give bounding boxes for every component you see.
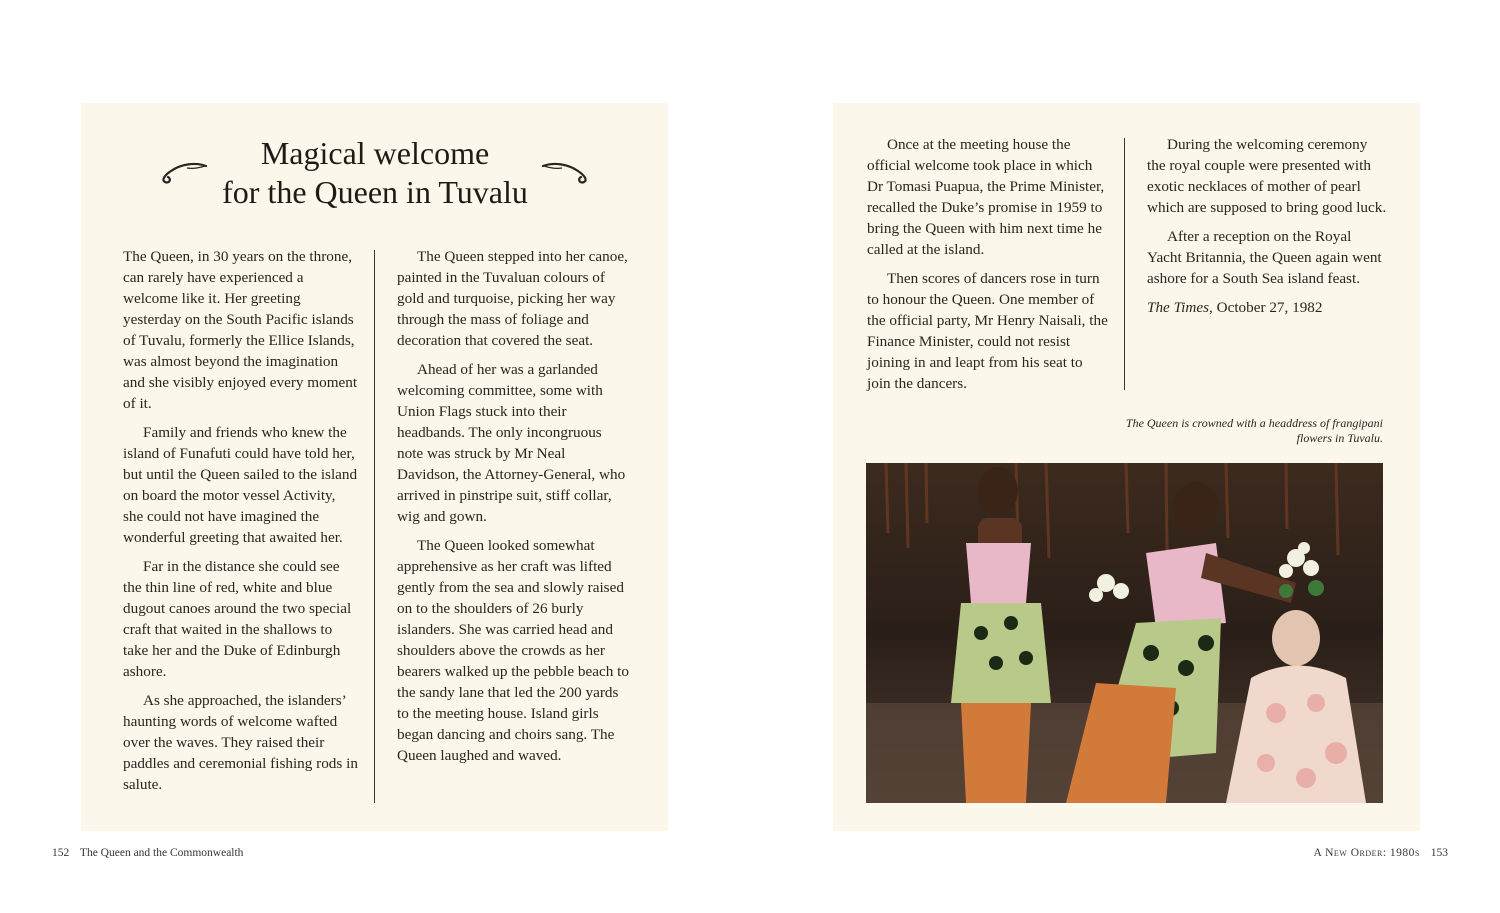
paragraph: Ahead of her was a garlanded welcoming committee, some with Union Flags stuck into their headbands. The only incongruous note was struck by Mr Neal Davidson, the Attorney-General, who arrived in pinstripe suit, stiff collar, wig and gown. xyxy=(397,361,626,525)
article-column-4 xyxy=(1147,134,1387,326)
paragraph: Then scores of dancers rose in turn to honour the Queen. One member of the official party, Mr Henry Naisali, the Finance Minister, could not resist joining in and leapt from his seat to join the dancers. xyxy=(867,270,1108,392)
column-divider xyxy=(1124,138,1125,390)
paragraph: The Queen, in 30 years on the throne, can rarely have experienced a welcome like it. Her greeting yesterday on the South Pacific islands of Tuvalu, formerly the Ellice Islands, was almost beyond the imagination and she visibly enjoyed every moment of it. xyxy=(123,248,358,412)
paragraph: Once at the meeting house the official welcome took place in which Dr Tomasi Puapua, the Prime Minister, recalled the Duke’s promise in 1959 to bring the Queen with him next time he called at the island. xyxy=(867,136,1105,258)
flourish-right-icon xyxy=(542,160,592,186)
paragraph: During the welcoming ceremony the royal couple were presented with exotic necklaces of mother of pearl which are supposed to bring good luck. xyxy=(1147,136,1387,216)
source-publication: The Times xyxy=(1147,299,1210,316)
paragraph: Far in the distance she could see the thin line of red, white and blue dugout canoes around the two special craft that waited in the shallows to take her and the Duke of Edinburgh ashore. xyxy=(123,558,352,680)
photo-queen-tuvalu xyxy=(866,463,1383,803)
source-citation xyxy=(1147,297,1387,318)
source-date: , October 27, 1982 xyxy=(1209,299,1323,316)
page-number-right: 153 xyxy=(1430,847,1448,859)
right-page-footer xyxy=(1314,847,1448,859)
article-column-1 xyxy=(123,246,358,803)
column-divider xyxy=(374,250,375,803)
running-title-left: The Queen and the Commonwealth xyxy=(79,847,244,859)
paragraph: The Queen looked somewhat apprehensive as her craft was lifted gently from the sea and slowly raised on to the shoulders of 26 burly islanders. She was carried head and shoulders above the crowds as her bearers walked up the pebble beach to the sandy lane that led the 200 yards to the meeting house. Island girls began dancing and choirs sang. The Queen laughed and waved. xyxy=(397,537,629,764)
page-number-left: 152 xyxy=(52,847,70,859)
article-column-2 xyxy=(397,246,629,774)
paragraph: As she approached, the islanders’ haunting words of welcome wafted over the waves. They raised their paddles and ceremonial fishing rods in salute. xyxy=(123,692,358,793)
running-title-right: A New Order: 1980s xyxy=(1313,847,1420,859)
paragraph: After a reception on the Royal Yacht Britannia, the Queen again went ashore for a South Sea island feast. xyxy=(1147,228,1382,287)
paragraph: Family and friends who knew the island of Funafuti could have told her, but until the Queen sailed to the island on board the motor vessel Activity, she could not have imagined the wonderful greeting that awaited her. xyxy=(123,424,358,546)
headline-line-1: Magical welcome xyxy=(260,135,490,171)
headline-line-2: for the Queen in Tuvalu xyxy=(222,174,528,210)
photo-caption: The Queen is crowned with a headdress of frangipani flowers in Tuvalu. xyxy=(1125,416,1383,445)
left-page-footer xyxy=(52,847,243,859)
paragraph: The Queen stepped into her canoe, painted in the Tuvaluan colours of gold and turquoise, picking her way through the mass of foliage and decoration that covered the seat. xyxy=(397,248,628,349)
article-column-3 xyxy=(867,134,1109,402)
article-headline xyxy=(150,134,600,212)
